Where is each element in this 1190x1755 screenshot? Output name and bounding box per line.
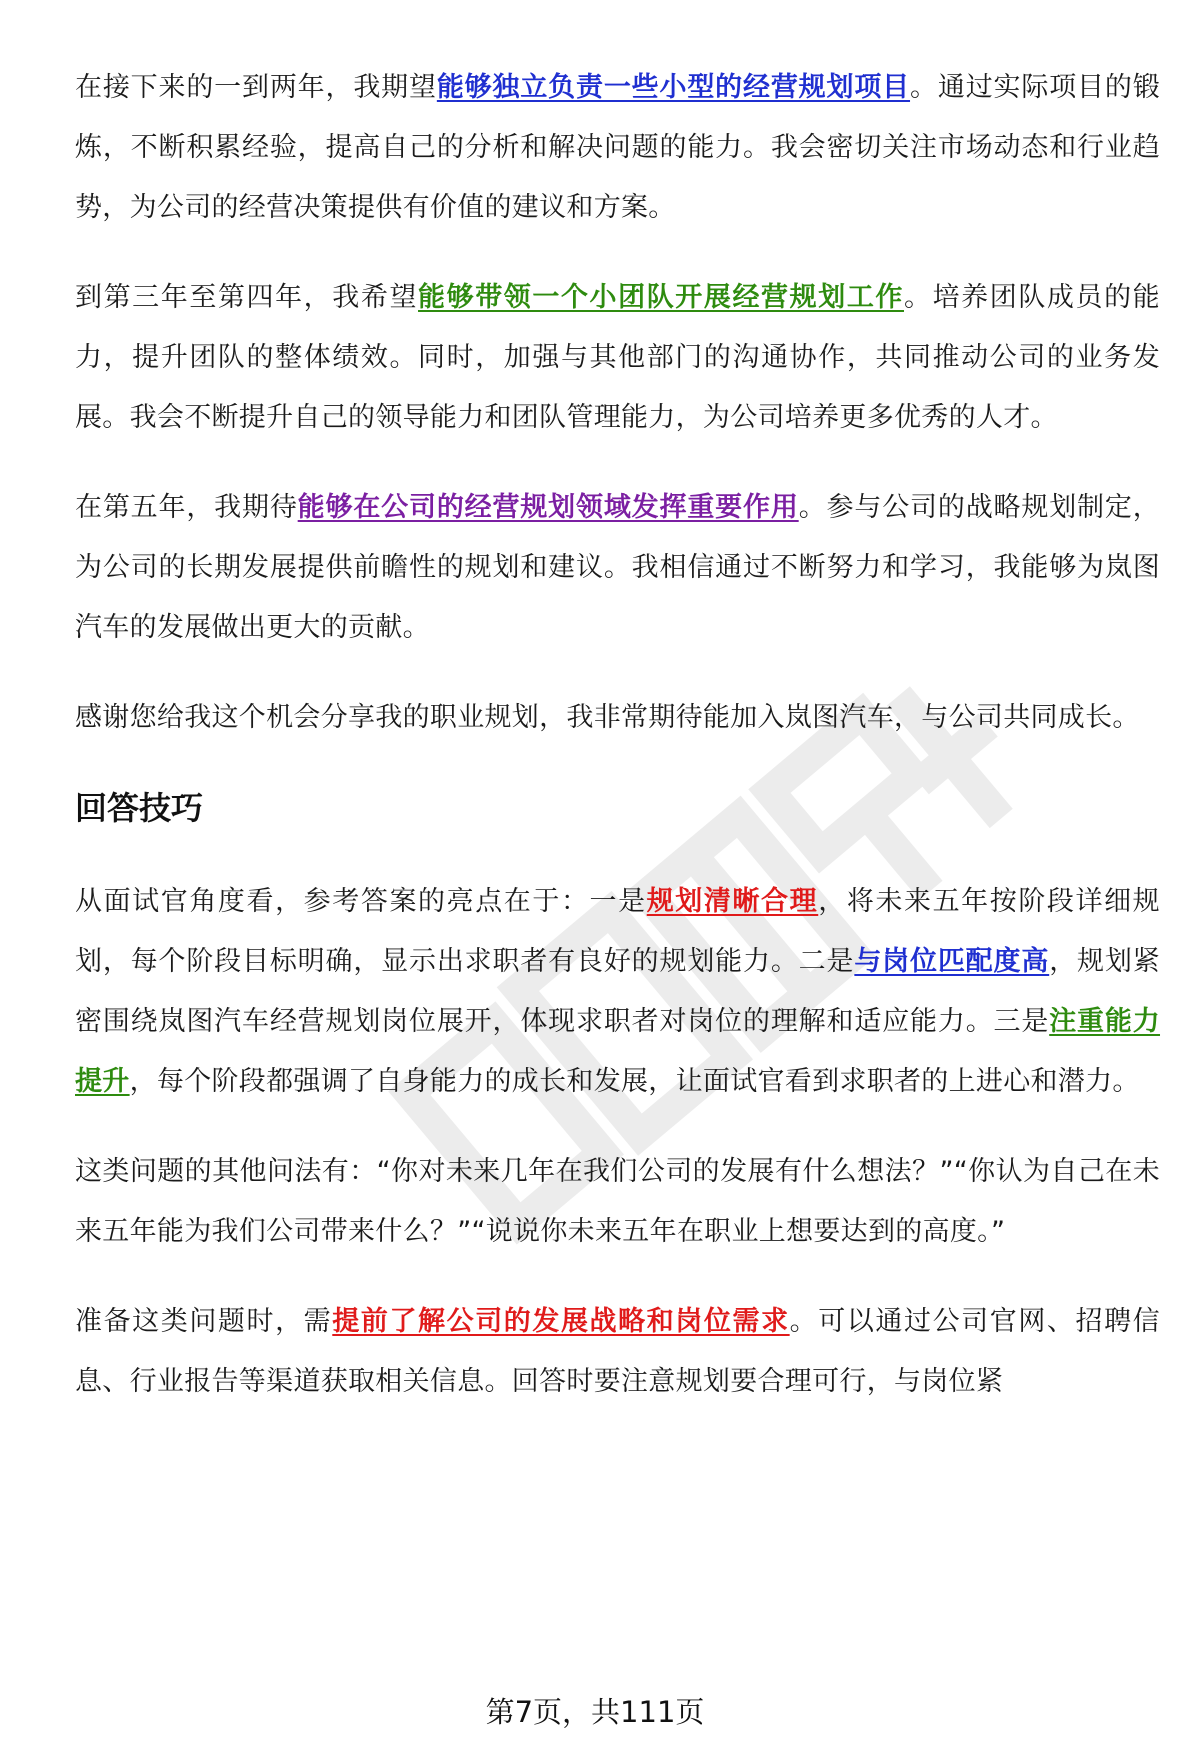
highlight-phrase: 能够在公司的经营规划领域发挥重要作用 xyxy=(297,492,799,523)
highlight-phrase: 能够带领一个小团队开展经营规划工作 xyxy=(418,282,904,313)
section-heading: 回答技巧 xyxy=(75,789,204,827)
paragraph-text: 。通过实际项目的锻炼，不断积累经验，提高自己的分析和解决问题的能力。我会密切关注市场动态和行业趋势，为公司的经营决策提供有价值的建议和方案。 xyxy=(75,72,1161,223)
paragraph-text: 。可以通过公司官网、招聘信息、行业报告等渠道获取相关信息。回答时要注意规划要合理可行，与岗位紧 xyxy=(75,1306,1160,1397)
paragraph-year-1-2 xyxy=(75,58,1160,238)
highlight-phrase: 注重能力提升 xyxy=(75,1006,1161,1097)
paragraph-text: ，规划紧密围绕岚图汽车经营规划岗位展开，体现求职者对岗位的理解和适应能力。三是 xyxy=(75,946,1160,1037)
paragraph-text: 在接下来的一到两年，我期望 xyxy=(75,72,437,103)
paragraph-text: 从面试官角度看，参考答案的亮点在于：一是 xyxy=(75,886,647,917)
paragraph-text: ，每个阶段都强调了自身能力的成长和发展，让面试官看到求职者的上进心和潜力。 xyxy=(129,1066,1140,1097)
paragraph-text: 。参与公司的战略规划制定，为公司的长期发展提供前瞻性的规划和建议。我相信通过不断努力和学习，我能够为岚图汽车的发展做出更大的贡献。 xyxy=(75,492,1160,643)
highlight-phrase: 与岗位匹配度高 xyxy=(854,946,1050,977)
paragraph-tips-highlights xyxy=(75,872,1160,1112)
highlight-phrase: 能够独立负责一些小型的经营规划项目 xyxy=(436,72,911,103)
paragraph-year-5 xyxy=(75,478,1160,658)
paragraph-text: 到第三年至第四年，我希望 xyxy=(75,282,419,313)
paragraph-year-3-4 xyxy=(75,268,1160,448)
paragraph-text: 准备这类问题时，需 xyxy=(75,1306,333,1337)
paragraph-text: 在第五年，我期待 xyxy=(75,492,298,523)
paragraph-preparation xyxy=(75,1292,1160,1412)
paragraph-other-phrasings: 这类问题的其他问法有：“你对未来几年在我们公司的发展有什么想法？”“你认为自己在未来五年能为我们公司带来什么？”“说说你未来五年在职业上想要达到的高度。” xyxy=(75,1156,1160,1247)
highlight-phrase: 提前了解公司的发展战略和岗位需求 xyxy=(332,1306,790,1337)
paragraph-text: ，将未来五年按阶段详细规划，每个阶段目标明确，显示出求职者有良好的规划能力。二是 xyxy=(75,886,1160,977)
paragraph-thanks: 感谢您给我这个机会分享我的职业规划，我非常期待能加入岚图汽车，与公司共同成长。 xyxy=(75,702,1140,733)
highlight-phrase: 规划清晰合理 xyxy=(646,886,819,917)
main-content xyxy=(75,58,1160,1442)
paragraph-text: 。培养团队成员的能力，提升团队的整体绩效。同时，加强与其他部门的沟通协作，共同推动公司的业务发展。我会不断提升自己的领导能力和团队管理能力，为公司培养更多优秀的人才。 xyxy=(75,282,1160,433)
page-number: 第7页，共111页 xyxy=(485,1695,705,1729)
